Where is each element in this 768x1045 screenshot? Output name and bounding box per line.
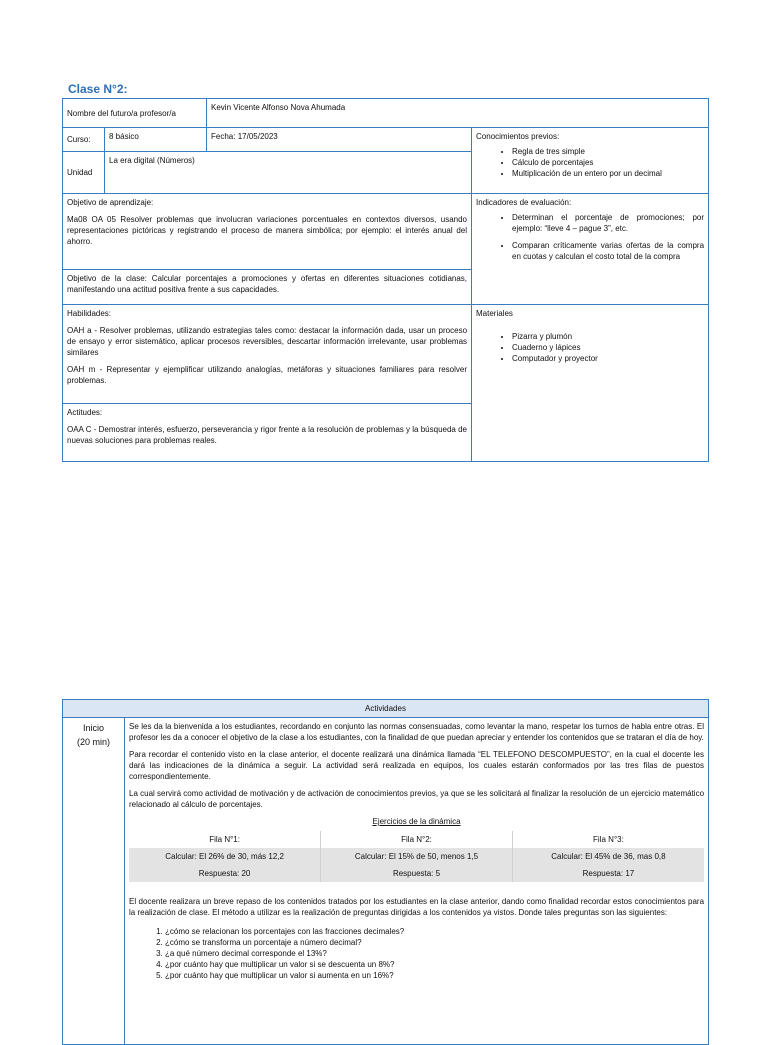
- indicadores-evaluacion: [472, 194, 709, 305]
- phase-cell: [63, 718, 125, 1045]
- fecha: Fecha: 17/05/2023: [207, 128, 472, 152]
- actividades-content: [125, 718, 709, 1045]
- habilidades: [63, 305, 472, 404]
- actividades-header: Actividades: [63, 700, 709, 718]
- curso-label: Curso:: [63, 128, 105, 152]
- objetivo-aprendizaje: [63, 194, 472, 270]
- fila-respuesta: Respuesta: 17: [512, 865, 704, 882]
- planning-table: [62, 98, 709, 462]
- habilidad-oah-a: OAH a - Resolver problemas, utilizando estrategias tales como: destacar la información dada, usar un proceso de ensayo y error sistemático, aplicar procesos reversibles, descartar información irrelevante, usar problemas similares: [67, 326, 468, 357]
- pregunta-item: 5. ¿por cuánto hay que multiplicar un valor si aumenta en un 16%?: [165, 970, 704, 981]
- unidad-value: La era digital (Números): [105, 152, 472, 194]
- fila-calculo: Calcular: El 45% de 36, mas 0,8: [512, 848, 704, 865]
- habilidad-oah-m: OAH m - Representar y ejemplificar utilizando analogías, metáforas y situaciones familiares para resolver problemas.: [67, 365, 468, 385]
- actitudes: [63, 404, 472, 462]
- phase-label: Inicio: [82, 723, 104, 733]
- habilidades-label: Habilidades:: [67, 309, 112, 318]
- conocimientos-label: Conocimientos previos:: [476, 132, 560, 141]
- actitudes-label: Actitudes:: [67, 408, 103, 417]
- actividad-paragraph: El docente realizara un breve repaso de los contenidos tratados por los estudiantes en la clase anterior, dando como finalidad recordar estos conocimientos para la realización de clase. El método a utilizar es la realización de preguntas dirigidas a los contenidos ya vistos. Donde tales preguntas son las siguientes:: [129, 897, 705, 917]
- page-title: Clase N°2:: [68, 82, 128, 96]
- materiales-label: Materiales: [476, 309, 513, 318]
- materiales: [472, 305, 709, 462]
- curso-value: 8 básico: [105, 128, 207, 152]
- objetivo-aprendizaje-text: Ma08 OA 05 Resolver problemas que involucran variaciones porcentuales en contextos diversos, usando representaciones pictóricas y registrando el proceso de manera simbólica; por ejemplo: el interés anual del ahorro.: [67, 215, 468, 246]
- material-item: • Computador y proyector: [512, 353, 704, 364]
- fila-respuesta: Respuesta: 20: [129, 865, 321, 882]
- pregunta-item: 3. ¿a qué número decimal corresponde el 13%?: [165, 948, 704, 959]
- objetivo-clase-text: Objetivo de la clase: Calcular porcentajes a promociones y ofertas en diferentes situaciones cotidianas, manifestando una actitud positiva frente a sus capacidades.: [67, 274, 468, 294]
- actividades-table: [62, 699, 709, 1045]
- objetivo-aprendizaje-label: Objetivo de aprendizaje:: [67, 198, 154, 207]
- indicadores-label: Indicadores de evaluación:: [476, 198, 572, 207]
- fila-label: Fila N°2:: [321, 831, 513, 848]
- actividad-paragraph: Para recordar el contenido visto en la clase anterior, el docente realizará una dinámica llamada “EL TELEFONO DESCOMPUESTO”, en la cual el docente les dará las indicaciones de la dinámica a seguir. La actividad será realizada en equipos, los cuales estarán conformados por las tres filas de puestos correspondientemente.: [129, 750, 705, 781]
- fila-calculo: Calcular: El 15% de 50, menos 1,5: [321, 848, 513, 865]
- dinamica-table: [129, 831, 704, 882]
- actividad-paragraph: Se les da la bienvenida a los estudiantes, recordando en conjunto las normas consensuadas, como levantar la mano, respetar los turnos de habla entre otras. El profesor les da a conocer el objetivo de la clase a los estudiantes, con la finalidad de que puedan apreciar y entender los contenidos que se trataran el día de hoy.: [129, 722, 705, 742]
- pregunta-item: 2. ¿cómo se transforma un porcentaje a número decimal?: [165, 937, 704, 948]
- conocimiento-item: • Cálculo de porcentajes: [512, 157, 704, 168]
- dinamica-title: Ejercicios de la dinámica: [372, 817, 461, 826]
- actividad-paragraph: La cual servirá como actividad de motivación y de activación de conocimientos previos, ya que se les solicitará al finalizar la resolución de un ejercicio matemático relacionado al cálculo de porcentajes.: [129, 789, 705, 809]
- fila-respuesta: Respuesta: 5: [321, 865, 513, 882]
- fila-calculo: Calcular: El 26% de 30, más 12,2: [129, 848, 321, 865]
- nombre-value: Kevin Vicente Alfonso Nova Ahumada: [207, 99, 709, 128]
- phase-duration: (20 min): [76, 737, 110, 747]
- conocimientos-previos: [472, 128, 709, 194]
- objetivo-clase: [63, 270, 472, 305]
- fila-label: Fila N°3:: [593, 835, 624, 844]
- indicador-item: • Determinan el porcentaje de promociones; por ejemplo: “lleve 4 – pague 3”, etc.: [512, 212, 704, 234]
- pregunta-item: 1. ¿cómo se relacionan los porcentajes con las fracciones decimales?: [165, 926, 704, 937]
- material-item: • Pizarra y plumón: [512, 331, 704, 342]
- material-item: • Cuaderno y lápices: [512, 342, 704, 353]
- pregunta-item: 4. ¿por cuánto hay que multiplicar un valor si se descuenta un 8%?: [165, 959, 704, 970]
- unidad-label: Unidad: [63, 152, 105, 194]
- fila-label: Fila N°1:: [129, 831, 321, 848]
- conocimiento-item: • Regla de tres simple: [512, 146, 704, 157]
- indicador-item: • Comparan críticamente varias ofertas de la compra en cuotas y calculan el costo total de la compra: [512, 240, 704, 262]
- conocimiento-item: • Multiplicación de un entero por un decimal: [512, 168, 704, 179]
- nombre-label: Nombre del futuro/a profesor/a: [63, 99, 207, 128]
- actitudes-text: OAA C - Demostrar interés, esfuerzo, perseverancia y rigor frente a la resolución de problemas y la búsqueda de nuevas soluciones para problemas reales.: [67, 425, 468, 445]
